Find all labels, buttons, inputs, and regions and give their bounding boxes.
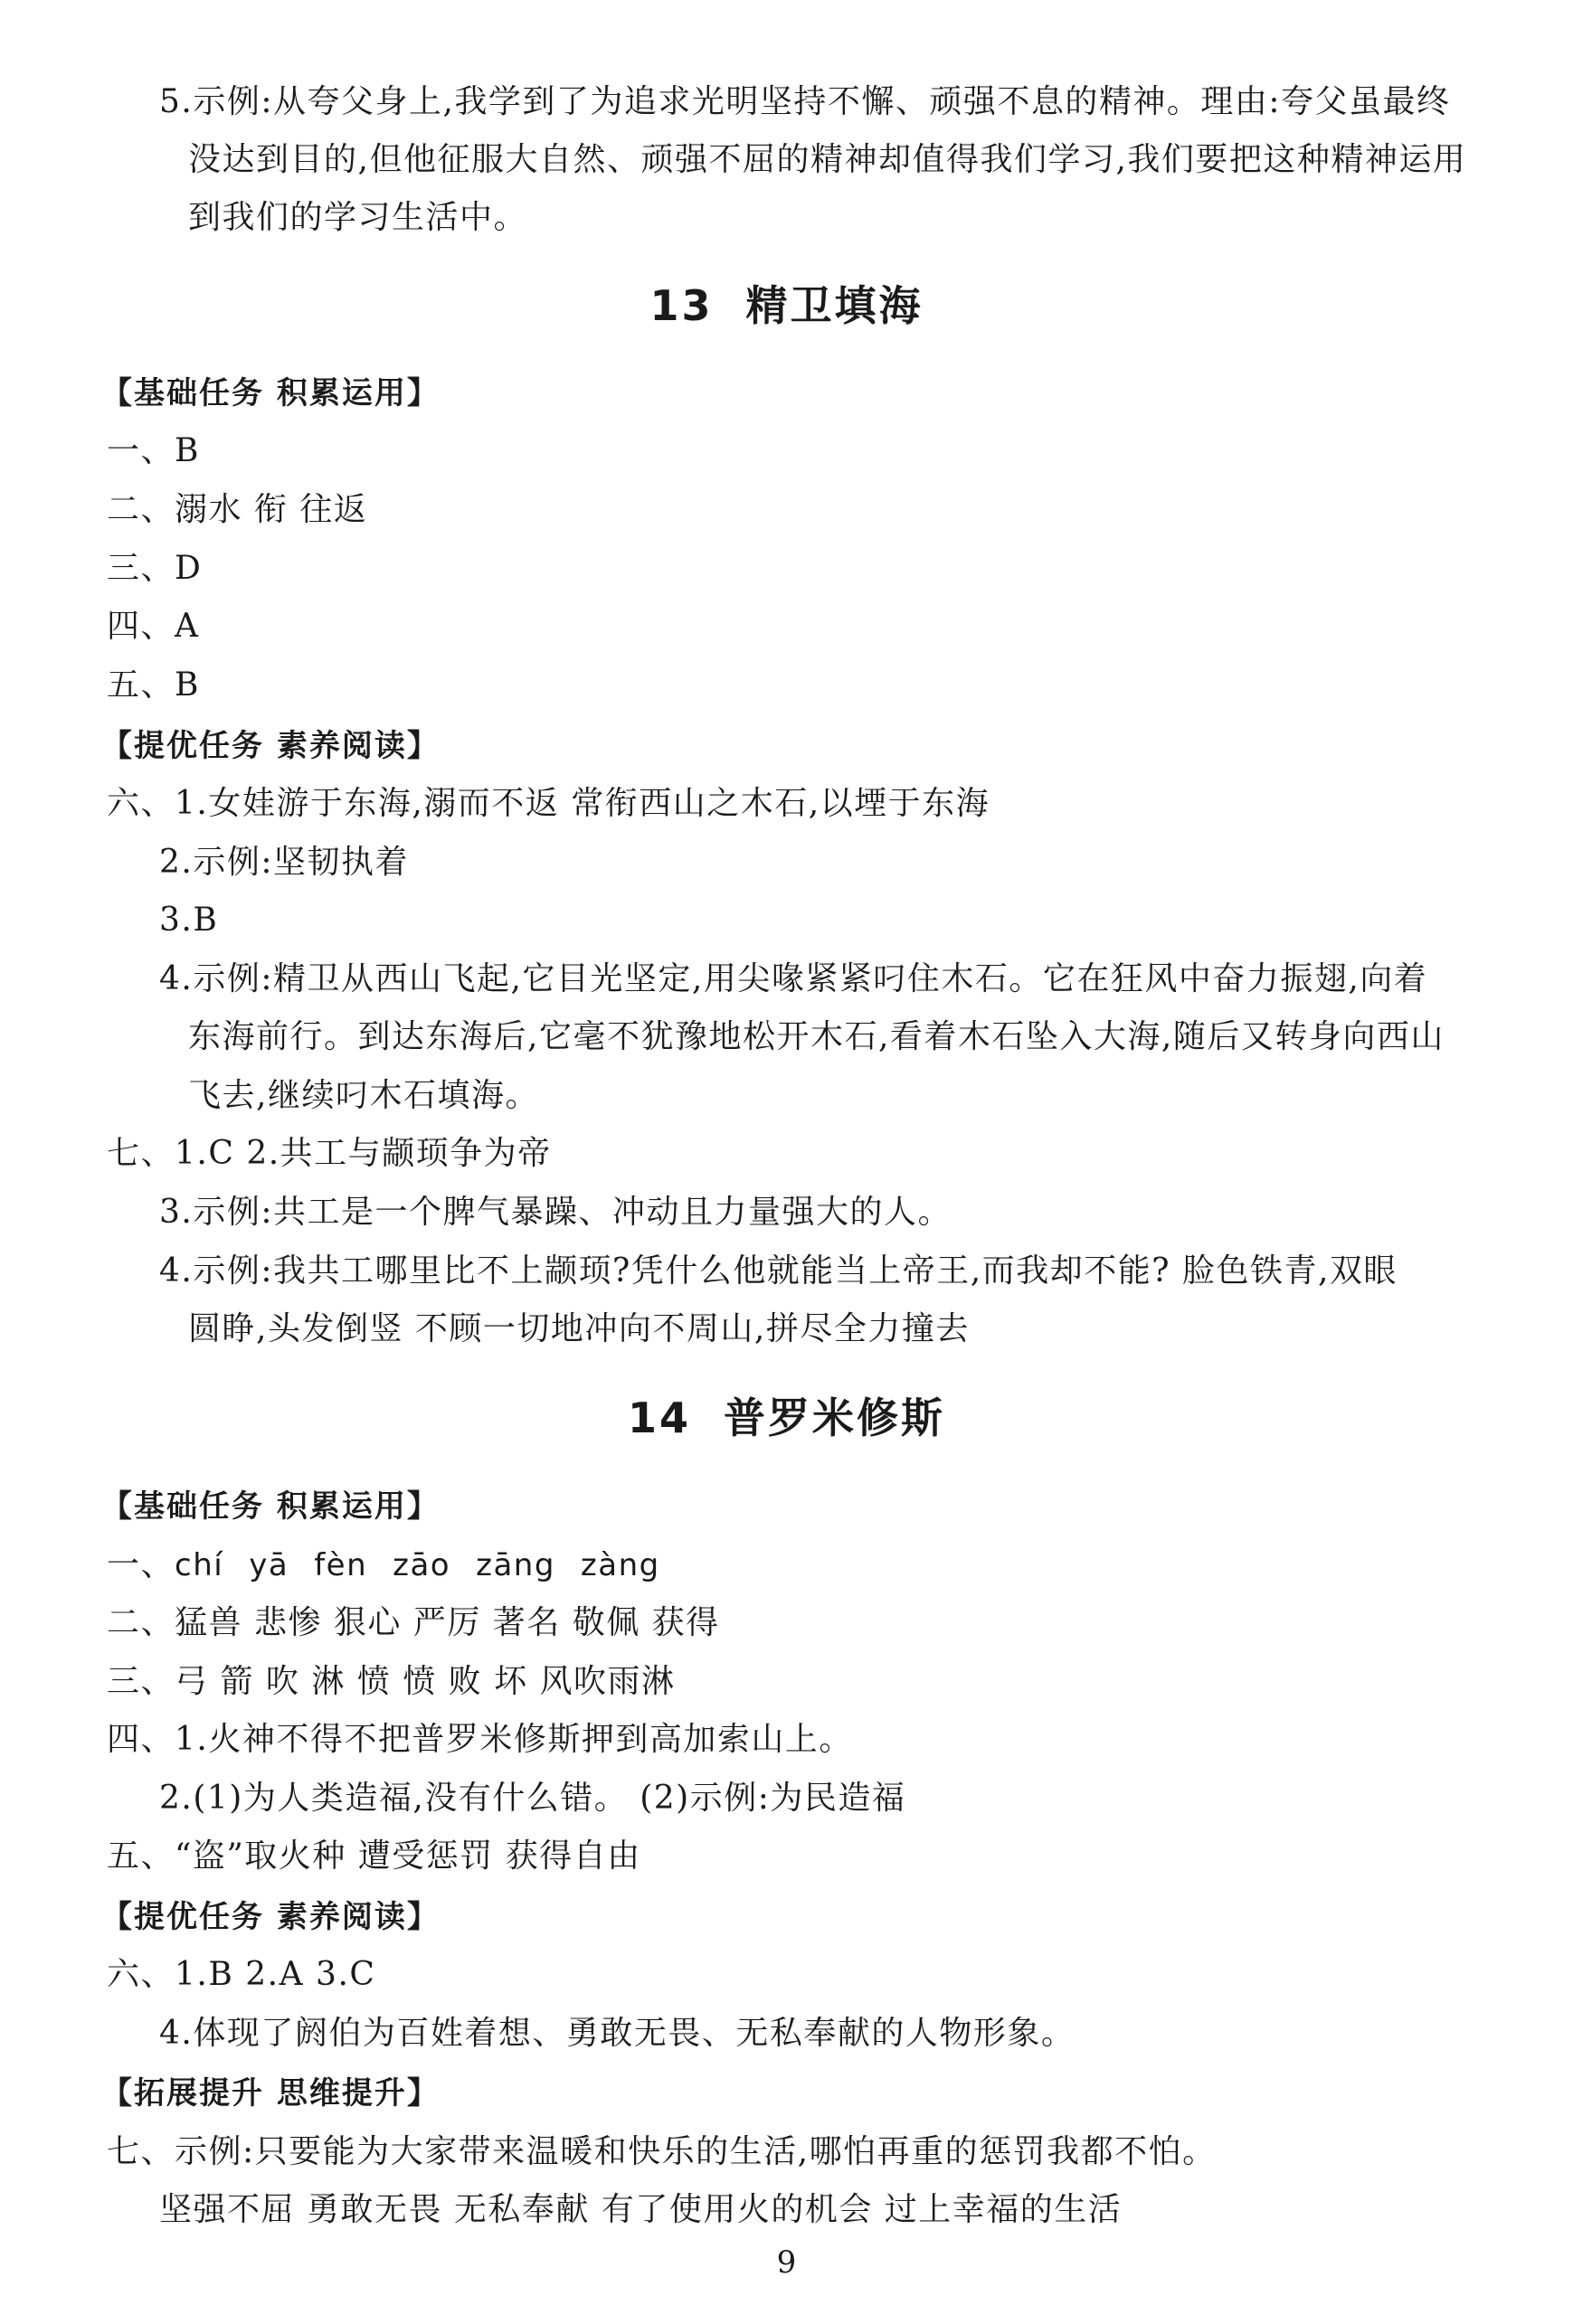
answer-line: 2.(1)为人类造福,没有什么错。 (2)示例:为民造福 bbox=[159, 1780, 906, 1817]
answer-line: 六、1.女娃游于东海,溺而不返 常衔西山之木石,以堙于东海 bbox=[107, 785, 990, 822]
lesson-name: 普罗米修斯 bbox=[724, 1393, 945, 1442]
answer-line: 五、B bbox=[107, 666, 200, 704]
section-header: 【基础任务 积累运用】 bbox=[101, 375, 440, 411]
lesson-name: 精卫填海 bbox=[745, 281, 924, 330]
lesson-number: 14 bbox=[627, 1393, 691, 1442]
lesson-14-title bbox=[0, 1393, 1573, 1443]
answer-line: 飞去,继续叼木石填海。 bbox=[188, 1077, 539, 1114]
answer-line: 4.示例:精卫从西山飞起,它目光坚定,用尖喙紧紧叼住木石。它在狂风中奋力振翅,向着 bbox=[159, 960, 1428, 997]
answer-line: 二、猛兽 悲惨 狠心 严厉 著名 敬佩 获得 bbox=[107, 1604, 720, 1641]
answer-line: 七、1.C 2.共工与颛顼争为帝 bbox=[107, 1135, 552, 1172]
pinyin-item: chí bbox=[175, 1547, 224, 1583]
answer-line: 五、“盗”取火种 遭受惩罚 获得自由 bbox=[107, 1837, 641, 1875]
answer-line: 三、D bbox=[107, 550, 203, 587]
answer-line: 坚强不屈 勇敢无畏 无私奉献 有了使用火的机会 过上幸福的生活 bbox=[159, 2191, 1123, 2228]
answer-line: 七、示例:只要能为大家带来温暖和快乐的生活,哪怕再重的惩罚我都不怕。 bbox=[107, 2133, 1217, 2170]
answer-line: 3.B bbox=[159, 902, 219, 939]
section-header: 【提优任务 素养阅读】 bbox=[101, 1899, 440, 1935]
text-line: 5.示例:从夸父身上,我学到了为追求光明坚持不懈、顽强不息的精神。理由:夸父虽最终 bbox=[159, 83, 1451, 120]
answer-line: 三、弓 箭 吹 淋 愤 愤 败 坏 风吹雨淋 bbox=[107, 1663, 676, 1700]
pinyin-line bbox=[107, 1545, 660, 1586]
text-line: 没达到目的,但他征服大自然、顽强不屈的精神却值得我们学习,我们要把这种精神运用 bbox=[188, 141, 1467, 178]
pinyin-item: zàng bbox=[580, 1547, 660, 1583]
lesson-13-title bbox=[0, 280, 1573, 331]
answer-line: 圆睁,头发倒竖 不顾一切地冲向不周山,拼尽全力撞去 bbox=[188, 1310, 970, 1347]
text-line: 到我们的学习生活中。 bbox=[188, 199, 528, 236]
page-number: 9 bbox=[776, 2244, 797, 2281]
answer-prefix: 一、 bbox=[107, 1546, 175, 1583]
answer-line: 四、A bbox=[107, 608, 200, 645]
lesson-number: 13 bbox=[649, 281, 714, 330]
answer-line: 4.示例:我共工哪里比不上颛顼?凭什么他就能当上帝王,而我却不能? 脸色铁青,双眼 bbox=[159, 1252, 1398, 1290]
pinyin-item: fèn bbox=[314, 1547, 368, 1583]
answer-line: 六、1.B 2.A 3.C bbox=[107, 1956, 376, 1993]
pinyin-item: zāng bbox=[476, 1547, 555, 1583]
section-header: 【提优任务 素养阅读】 bbox=[101, 728, 440, 764]
answer-line: 2.示例:坚韧执着 bbox=[159, 844, 409, 881]
section-header: 【基础任务 积累运用】 bbox=[101, 1488, 440, 1525]
section-header: 【拓展提升 思维提升】 bbox=[101, 2075, 440, 2111]
pinyin-item: yā bbox=[249, 1547, 289, 1583]
answer-line: 一、B bbox=[107, 432, 200, 469]
answer-line: 四、1.火神不得不把普罗米修斯押到高加索山上。 bbox=[107, 1721, 853, 1758]
answer-line: 4.体现了阏伯为百姓着想、勇敢无畏、无私奉献的人物形象。 bbox=[159, 2015, 1076, 2052]
pinyin-item: zāo bbox=[393, 1547, 451, 1583]
answer-line: 二、溺水 衔 往返 bbox=[107, 491, 368, 528]
answer-line: 东海前行。到达东海后,它毫不犹豫地松开木石,看着木石坠入大海,随后又转身向西山 bbox=[188, 1018, 1445, 1055]
answer-line: 3.示例:共工是一个脾气暴躁、冲动且力量强大的人。 bbox=[159, 1194, 952, 1231]
